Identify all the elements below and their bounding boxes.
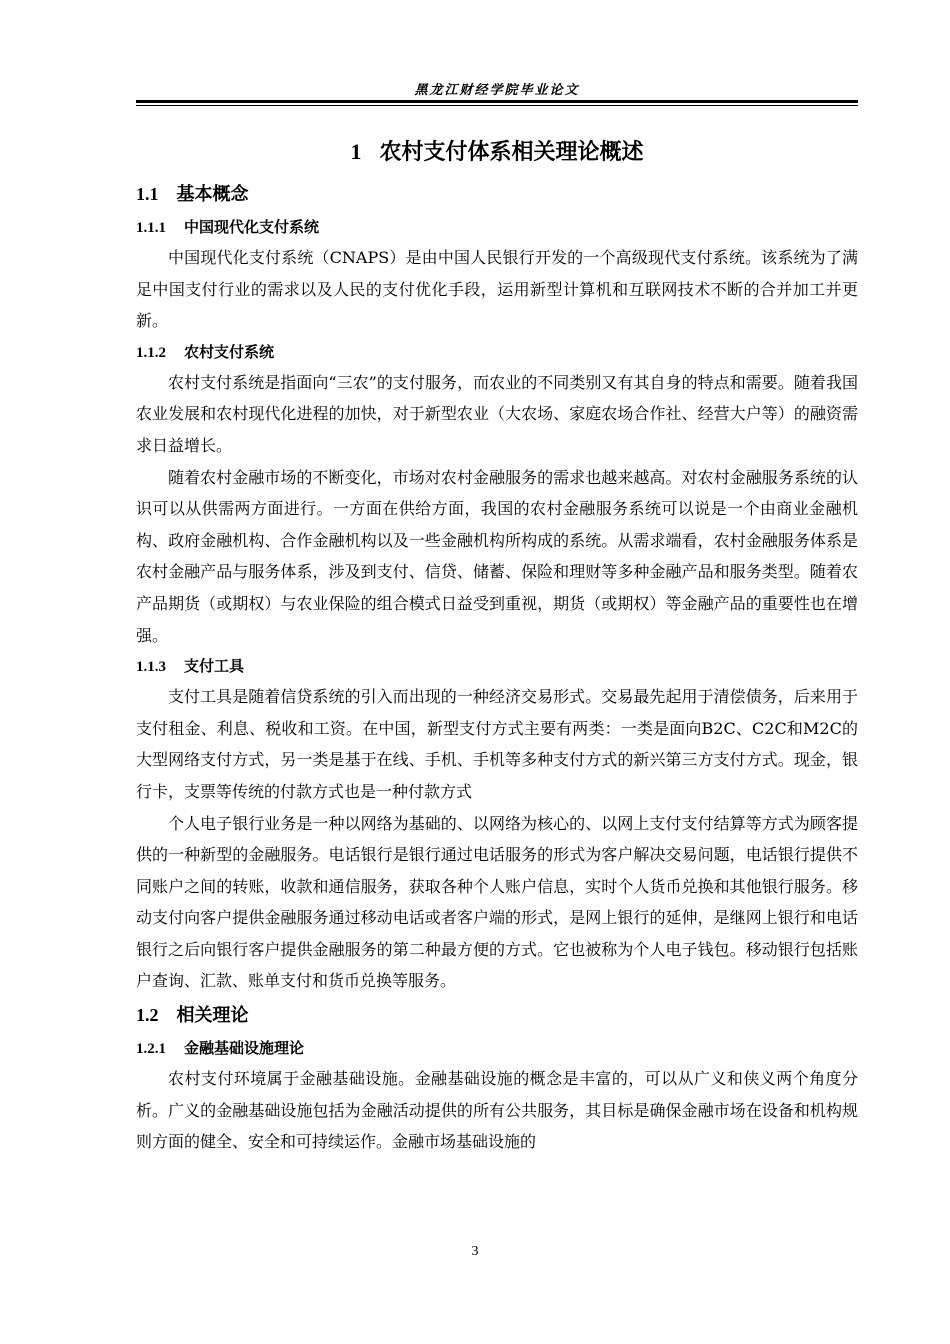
subsection-heading-1-1-2 xyxy=(136,337,858,367)
subsection-heading-1-2-1 xyxy=(136,1033,858,1063)
subsection-title: 农村支付系统 xyxy=(184,342,275,361)
subsection-number: 1.1.1 xyxy=(136,220,166,236)
subsection-number: 1.1.3 xyxy=(136,659,166,676)
subsection-title: 中国现代化支付系统 xyxy=(184,218,320,236)
paragraph: 随着农村金融市场的不断变化，市场对农村金融服务的需求也越来越高。对农村金融服务系统的认识可以从供需两方面进行。一方面在供给方面，我国的农村金融服务系统可以说是一个由商业金融机构、政府金融机构、合作金融机构以及一些金融机构所构成的系统。从需求端看，农村金融服务体系是农村金融产品与服务体系，涉及到支付、信贷、储蓄、保险和理财等多种金融产品和服务类型。随着农产品期货（或期权）与农业保险的组合模式日益受到重视，期货（或期权）等金融产品的重要性也在增强。 xyxy=(136,467,858,645)
paragraph: 中国现代化支付系统（CNAPS）是由中国人民银行开发的一个高级现代支付系统。该系统为了满足中国支付行业的需求以及人民的支付优化手段，运用新型计算机和互联网技术不断的合并加工并更新。 xyxy=(136,248,858,331)
chapter-number: 1 xyxy=(350,139,362,164)
section-number: 1.1 xyxy=(136,184,159,204)
subsection-heading-1-1-3 xyxy=(136,651,858,681)
subsection-number: 1.1.2 xyxy=(136,344,166,361)
paragraph: 农村支付系统是指面向“三农”的支付服务，而农业的不同类别又有其自身的特点和需要。随着我国农业发展和农村现代化进程的加快，对于新型农业（大农场、家庭农场合作社、经营大户等）的融资需求日益增长。 xyxy=(136,372,858,455)
subsection-title: 金融基础设施理论 xyxy=(184,1039,305,1058)
paragraph: 支付工具是随着信贷系统的引入而出现的一种经济交易形式。交易最先起用于清偿债务，后来用于支付租金、利息、税收和工资。在中国，新型支付方式主要有两类：一类是面向B2C、C2C和M2C的大型网络支付方式，另一类是基于在线、手机、手机等多种支付方式的新兴第三方支付方式。现金，银行卡，支票等传统的付款方式也是一种付款方式 xyxy=(136,687,858,801)
header-rule-thick xyxy=(136,100,858,103)
subsection-title: 支付工具 xyxy=(184,657,245,676)
section-title: 相关理论 xyxy=(176,1005,249,1027)
page-number: 3 xyxy=(471,1244,479,1259)
running-header: 黑龙江财经学院毕业论文 xyxy=(414,83,580,98)
section-heading-1-2 xyxy=(136,997,858,1033)
section-number: 1.2 xyxy=(136,1005,159,1026)
subsection-heading-1-1-1 xyxy=(136,212,858,242)
section-heading-1-1 xyxy=(136,176,858,212)
subsection-number: 1.2.1 xyxy=(136,1041,166,1058)
chapter-title xyxy=(136,130,858,176)
page-body xyxy=(136,130,858,1158)
paragraph: 农村支付环境属于金融基础设施。金融基础设施的概念是丰富的，可以从广义和侠义两个角度分析。广义的金融基础设施包括为金融活动提供的所有公共服务，其目标是确保金融市场在设备和机构规则方面的健全、安全和可持续运作。金融市场基础设施的 xyxy=(136,1069,858,1152)
chapter-title-text: 农村支付体系相关理论概述 xyxy=(379,140,644,165)
paragraph: 个人电子银行业务是一种以网络为基础的、以网络为核心的、以网上支付支付结算等方式为顾客提供的一种新型的金融服务。电话银行是银行通过电话服务的形式为客户解决交易问题，电话银行提供不同账户之间的转账，收款和通信服务，获取各种个人账户信息，实时个人货币兑换和其他银行服务。移动支付向客户提供金融服务通过移动电话或者客户端的形式，是网上银行的延伸，是继网上银行和电话银行之后向银行客户提供金融服务的第二种最方便的方式。它也被称为个人电子钱包。移动银行包括账户查询、汇款、账单支付和货币兑换等服务。 xyxy=(136,813,858,991)
section-title: 基本概念 xyxy=(176,184,249,205)
header-rule-thin xyxy=(136,105,858,106)
